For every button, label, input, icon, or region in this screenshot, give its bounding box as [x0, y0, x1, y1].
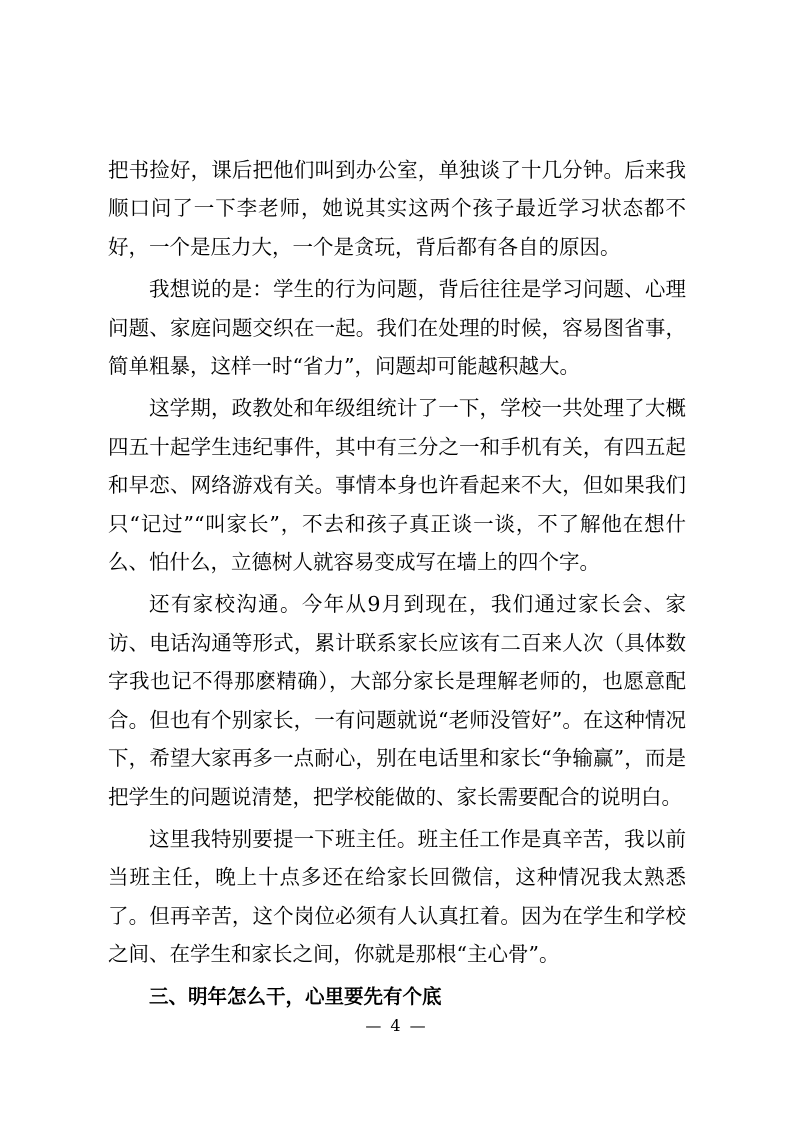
paragraph-5: 这里我特别要提一下班主任。班主任工作是真辛苦，我以前当班主任，晚上十点多还在给家长回微信，这种情况我太熟悉了。但再辛苦，这个岗位必须有人认真扛着。因为在学生和学校之间、在学生和家长之间，你就是那根“主心骨”。 [108, 826, 686, 967]
document-body [108, 151, 686, 1020]
paragraph-2: 我想说的是：学生的行为问题，背后往往是学习问题、心理问题、家庭问题交织在一起。我们在处理的时候，容易图省事，简单粗暴，这样一时“省力”，问题却可能越积越大。 [108, 277, 686, 379]
paragraph-1: 把书捡好，课后把他们叫到办公室，单独谈了十几分钟。后来我顺口问了一下李老师，她说其实这两个孩子最近学习状态都不好，一个是压力大，一个是贪玩，背后都有各自的原因。 [108, 158, 686, 259]
paragraph-4: 还有家校沟通。今年从9月到现在，我们通过家长会、家访、电话沟通等形式，累计联系家长应该有二百来人次（具体数字我也记不得那麽精确），大部分家长是理解老师的，也愿意配合。但也有个别家长，一有问题就说“老师没管好”。在这种情况下，希望大家再多一点耐心，别在电话里和家长“争输赢”，而是把学生的问题说清楚，把学校能做的、家长需要配合的说明白。 [108, 592, 686, 809]
paragraph-3: 这学期，政教处和年级组统计了一下，学校一共处理了大概四五十起学生违纪事件，其中有三分之一和手机有关，有四五起和早恋、网络游戏有关。事情本身也许看起来不大，但如果我们只“记过”“叫家长”，不去和孩子真正谈一谈，不了解他在想什么、怕什么，立德树人就容易变成写在墙上的四个字。 [108, 396, 686, 575]
page-number: — 4 — [365, 1016, 428, 1035]
section-heading: 三、明年怎么干，心里要先有个底 [149, 984, 442, 1008]
